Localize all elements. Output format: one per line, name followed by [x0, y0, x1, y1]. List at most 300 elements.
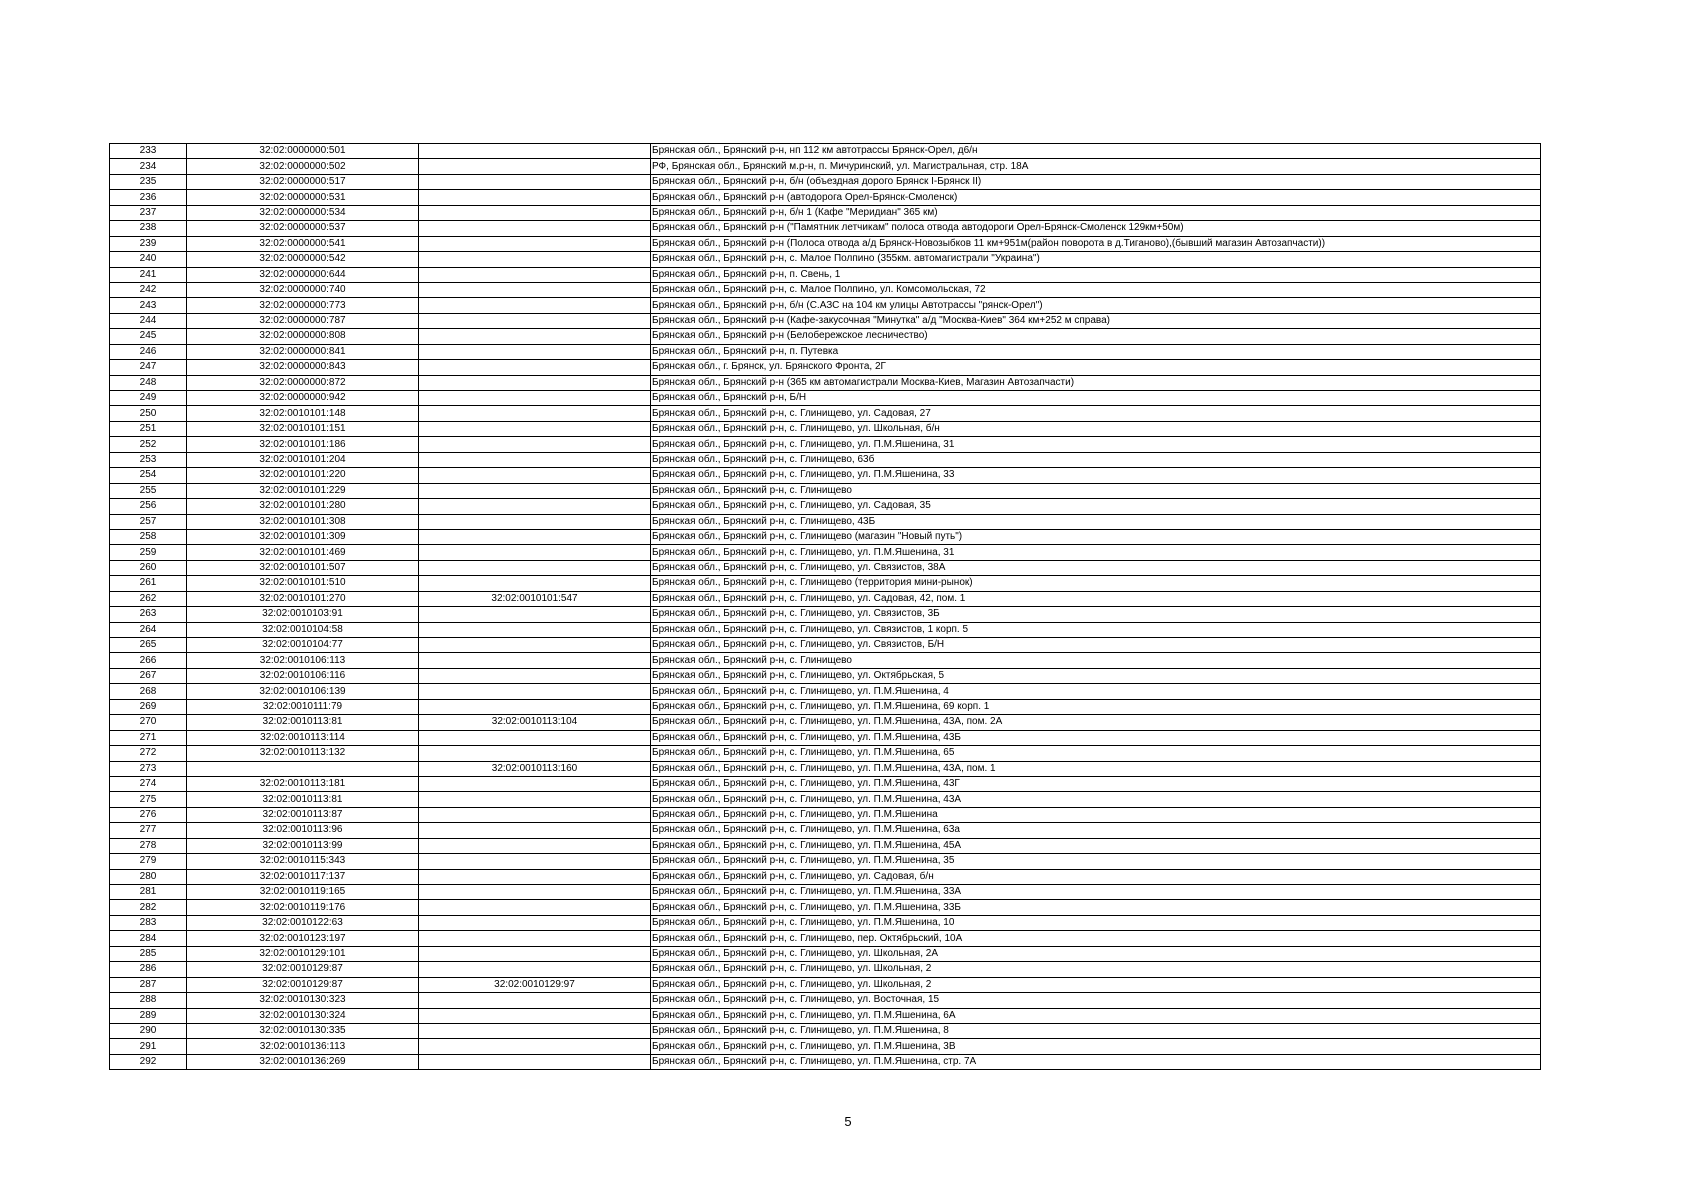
premises-cadastral-number-cell — [419, 499, 651, 514]
cadastral-number-cell: 32:02:0010113:81 — [187, 715, 419, 730]
premises-cadastral-number-cell — [419, 452, 651, 467]
cadastral-number-cell: 32:02:0010122:63 — [187, 915, 419, 930]
address-cell: Брянская обл., Брянский р-н (Кафе-закусочная "Минутка" а/д "Москва-Киев" 364 км+252 м справа) — [651, 313, 1541, 328]
address-cell: Брянская обл., Брянский р-н, с. Глинищево, ул. П.М.Яшенина, 6А — [651, 1008, 1541, 1023]
cadastral-number-cell: 32:02:0010101:151 — [187, 421, 419, 436]
cadastral-number-cell: 32:02:0000000:787 — [187, 313, 419, 328]
cadastral-number-cell: 32:02:0010129:87 — [187, 977, 419, 992]
address-cell: РФ, Брянская обл., Брянский м.р-н, п. Мичуринский, ул. Магистральная, стр. 18А — [651, 159, 1541, 174]
premises-cadastral-number-cell — [419, 854, 651, 869]
row-number-cell: 269 — [110, 699, 187, 714]
premises-cadastral-number-cell — [419, 776, 651, 791]
address-cell: Брянская обл., Брянский р-н, с. Глинищево, 63б — [651, 452, 1541, 467]
premises-cadastral-number-cell — [419, 1054, 651, 1069]
row-number-cell: 240 — [110, 252, 187, 267]
table-row — [110, 205, 1541, 220]
property-registry-table — [109, 143, 1541, 1070]
row-number-cell: 272 — [110, 746, 187, 761]
address-cell: Брянская обл., Брянский р-н, с. Глинищево, ул. П.М.Яшенина, 31 — [651, 437, 1541, 452]
table-row — [110, 792, 1541, 807]
row-number-cell: 261 — [110, 576, 187, 591]
row-number-cell: 256 — [110, 499, 187, 514]
table-row — [110, 545, 1541, 560]
table-row — [110, 838, 1541, 853]
address-cell: Брянская обл., Брянский р-н, б/н 1 (Кафе "Меридиан" 365 км) — [651, 205, 1541, 220]
premises-cadastral-number-cell — [419, 792, 651, 807]
premises-cadastral-number-cell — [419, 267, 651, 282]
table-row — [110, 761, 1541, 776]
address-cell: Брянская обл., Брянский р-н, с. Глинищево, ул. П.М.Яшенина, 43А, пом. 1 — [651, 761, 1541, 776]
premises-cadastral-number-cell — [419, 205, 651, 220]
table-row — [110, 699, 1541, 714]
table-row — [110, 514, 1541, 529]
cadastral-number-cell: 32:02:0000000:644 — [187, 267, 419, 282]
table-row — [110, 807, 1541, 822]
table-row — [110, 236, 1541, 251]
premises-cadastral-number-cell: 32:02:0010113:160 — [419, 761, 651, 776]
premises-cadastral-number-cell — [419, 159, 651, 174]
page-number: 5 — [844, 1114, 852, 1129]
address-cell: Брянская обл., Брянский р-н (Белобережское лесничество) — [651, 329, 1541, 344]
premises-cadastral-number-cell — [419, 607, 651, 622]
address-cell: Брянская обл., Брянский р-н, с. Глинищево, пер. Октябрьский, 10А — [651, 931, 1541, 946]
premises-cadastral-number-cell — [419, 236, 651, 251]
premises-cadastral-number-cell — [419, 375, 651, 390]
row-number-cell: 246 — [110, 344, 187, 359]
cadastral-number-cell: 32:02:0010104:77 — [187, 638, 419, 653]
row-number-cell: 238 — [110, 221, 187, 236]
row-number-cell: 237 — [110, 205, 187, 220]
cadastral-number-cell: 32:02:0010117:137 — [187, 869, 419, 884]
row-number-cell: 251 — [110, 421, 187, 436]
cadastral-number-cell: 32:02:0010136:113 — [187, 1039, 419, 1054]
cadastral-number-cell: 32:02:0010101:309 — [187, 529, 419, 544]
premises-cadastral-number-cell — [419, 174, 651, 189]
address-cell: Брянская обл., Брянский р-н, б/н (С.АЗС на 104 км улицы Автотрассы "рянск-Орел") — [651, 298, 1541, 313]
table-row — [110, 576, 1541, 591]
cadastral-number-cell: 32:02:0000000:502 — [187, 159, 419, 174]
premises-cadastral-number-cell — [419, 1008, 651, 1023]
address-cell: Брянская обл., Брянский р-н, с. Глинищево, ул. П.М.Яшенина, 45А — [651, 838, 1541, 853]
premises-cadastral-number-cell — [419, 252, 651, 267]
row-number-cell: 234 — [110, 159, 187, 174]
row-number-cell: 280 — [110, 869, 187, 884]
table-row — [110, 329, 1541, 344]
address-cell: Брянская обл., Брянский р-н, с. Глинищево, ул. Садовая, 27 — [651, 406, 1541, 421]
address-cell: Брянская обл., Брянский р-н, с. Глинищево, ул. Связистов, 3Б — [651, 607, 1541, 622]
table-row — [110, 730, 1541, 745]
table-row — [110, 684, 1541, 699]
row-number-cell: 277 — [110, 823, 187, 838]
table-row — [110, 437, 1541, 452]
cadastral-number-cell: 32:02:0000000:872 — [187, 375, 419, 390]
table-row — [110, 915, 1541, 930]
row-number-cell: 271 — [110, 730, 187, 745]
address-cell: Брянская обл., Брянский р-н, с. Глинищево — [651, 483, 1541, 498]
premises-cadastral-number-cell — [419, 838, 651, 853]
premises-cadastral-number-cell — [419, 221, 651, 236]
table-row — [110, 668, 1541, 683]
row-number-cell: 268 — [110, 684, 187, 699]
address-cell: Брянская обл., Брянский р-н, с. Глинищево, ул. Школьная, 2 — [651, 977, 1541, 992]
premises-cadastral-number-cell — [419, 329, 651, 344]
table-row — [110, 529, 1541, 544]
table-row — [110, 375, 1541, 390]
address-cell: Брянская обл., Брянский р-н, с. Глинищево, ул. П.М.Яшенина, 33А — [651, 885, 1541, 900]
row-number-cell: 244 — [110, 313, 187, 328]
table-row — [110, 1054, 1541, 1069]
cadastral-number-cell: 32:02:0010101:308 — [187, 514, 419, 529]
table-row — [110, 344, 1541, 359]
row-number-cell: 276 — [110, 807, 187, 822]
row-number-cell: 291 — [110, 1039, 187, 1054]
row-number-cell: 259 — [110, 545, 187, 560]
table-row — [110, 221, 1541, 236]
row-number-cell: 264 — [110, 622, 187, 637]
premises-cadastral-number-cell — [419, 1023, 651, 1038]
cadastral-number-cell: 32:02:0010101:507 — [187, 560, 419, 575]
row-number-cell: 275 — [110, 792, 187, 807]
address-cell: Брянская обл., Брянский р-н (365 км автомагистрали Москва-Киев, Магазин Автозапчасти) — [651, 375, 1541, 390]
row-number-cell: 247 — [110, 360, 187, 375]
premises-cadastral-number-cell — [419, 576, 651, 591]
address-cell: Брянская обл., Брянский р-н, с. Глинищево, ул. П.М.Яшенина, 10 — [651, 915, 1541, 930]
row-number-cell: 266 — [110, 653, 187, 668]
address-cell: Брянская обл., Брянский р-н, с. Глинищево, ул. П.М.Яшенина, 69 корп. 1 — [651, 699, 1541, 714]
row-number-cell: 249 — [110, 391, 187, 406]
premises-cadastral-number-cell — [419, 298, 651, 313]
row-number-cell: 241 — [110, 267, 187, 282]
cadastral-number-cell: 32:02:0010106:113 — [187, 653, 419, 668]
table-row — [110, 962, 1541, 977]
cadastral-number-cell: 32:02:0000000:542 — [187, 252, 419, 267]
premises-cadastral-number-cell — [419, 730, 651, 745]
cadastral-number-cell: 32:02:0010119:176 — [187, 900, 419, 915]
cadastral-number-cell: 32:02:0010101:280 — [187, 499, 419, 514]
premises-cadastral-number-cell — [419, 885, 651, 900]
row-number-cell: 290 — [110, 1023, 187, 1038]
cadastral-number-cell: 32:02:0010136:269 — [187, 1054, 419, 1069]
table-row — [110, 298, 1541, 313]
table-row — [110, 483, 1541, 498]
premises-cadastral-number-cell — [419, 900, 651, 915]
row-number-cell: 233 — [110, 144, 187, 159]
table-row — [110, 1039, 1541, 1054]
cadastral-number-cell: 32:02:0010130:324 — [187, 1008, 419, 1023]
row-number-cell: 284 — [110, 931, 187, 946]
address-cell: Брянская обл., Брянский р-н, с. Глинищево, ул. П.М.Яшенина, 63а — [651, 823, 1541, 838]
row-number-cell: 286 — [110, 962, 187, 977]
address-cell: Брянская обл., Брянский р-н, с. Глинищево, ул. Связистов, 1 корп. 5 — [651, 622, 1541, 637]
cadastral-number-cell — [187, 761, 419, 776]
premises-cadastral-number-cell — [419, 437, 651, 452]
row-number-cell: 281 — [110, 885, 187, 900]
cadastral-number-cell: 32:02:0000000:531 — [187, 190, 419, 205]
premises-cadastral-number-cell — [419, 869, 651, 884]
address-cell: Брянская обл., Брянский р-н (Полоса отвода а/д Брянск-Новозыбков 11 км+951м(район поворота в д.Тиганово),(бывший магазин Автозапчасти)) — [651, 236, 1541, 251]
row-number-cell: 250 — [110, 406, 187, 421]
cadastral-number-cell: 32:02:0010111:79 — [187, 699, 419, 714]
address-cell: Брянская обл., Брянский р-н, с. Малое Полпино (355км. автомагистрали "Украина") — [651, 252, 1541, 267]
cadastral-number-cell: 32:02:0010113:132 — [187, 746, 419, 761]
address-cell: Брянская обл., Брянский р-н, с. Глинищево, ул. П.М.Яшенина, 43Г — [651, 776, 1541, 791]
cadastral-number-cell: 32:02:0010101:204 — [187, 452, 419, 467]
address-cell: Брянская обл., Брянский р-н, с. Глинищево, ул. П.М.Яшенина, 4 — [651, 684, 1541, 699]
table-row — [110, 360, 1541, 375]
address-cell: Брянская обл., Брянский р-н, с. Глинищево, ул. Октябрьская, 5 — [651, 668, 1541, 683]
table-row — [110, 1023, 1541, 1038]
premises-cadastral-number-cell: 32:02:0010113:104 — [419, 715, 651, 730]
cadastral-number-cell: 32:02:0010113:114 — [187, 730, 419, 745]
address-cell: Брянская обл., Брянский р-н, с. Малое Полпино, ул. Комсомольская, 72 — [651, 282, 1541, 297]
premises-cadastral-number-cell — [419, 514, 651, 529]
premises-cadastral-number-cell — [419, 915, 651, 930]
table-row — [110, 560, 1541, 575]
cadastral-number-cell: 32:02:0010103:91 — [187, 607, 419, 622]
premises-cadastral-number-cell — [419, 344, 651, 359]
row-number-cell: 242 — [110, 282, 187, 297]
address-cell: Брянская обл., Брянский р-н, с. Глинищево, ул. Школьная, 2 — [651, 962, 1541, 977]
table-row — [110, 622, 1541, 637]
cadastral-number-cell: 32:02:0010106:139 — [187, 684, 419, 699]
table-row — [110, 931, 1541, 946]
row-number-cell: 283 — [110, 915, 187, 930]
premises-cadastral-number-cell — [419, 699, 651, 714]
row-number-cell: 270 — [110, 715, 187, 730]
table-row — [110, 174, 1541, 189]
row-number-cell: 289 — [110, 1008, 187, 1023]
table-row — [110, 823, 1541, 838]
table-row — [110, 391, 1541, 406]
address-cell: Брянская обл., Брянский р-н, с. Глинищево, 43Б — [651, 514, 1541, 529]
address-cell: Брянская обл., Брянский р-н, с. Глинищево, ул. П.М.Яшенина, 43А — [651, 792, 1541, 807]
cadastral-number-cell: 32:02:0010113:96 — [187, 823, 419, 838]
table-row — [110, 406, 1541, 421]
premises-cadastral-number-cell — [419, 746, 651, 761]
row-number-cell: 273 — [110, 761, 187, 776]
cadastral-number-cell: 32:02:0010101:270 — [187, 591, 419, 606]
table-row — [110, 715, 1541, 730]
table-row — [110, 499, 1541, 514]
address-cell: Брянская обл., Брянский р-н, с. Глинищево, ул. П.М.Яшенина, 31 — [651, 545, 1541, 560]
premises-cadastral-number-cell — [419, 360, 651, 375]
premises-cadastral-number-cell — [419, 483, 651, 498]
table-row — [110, 869, 1541, 884]
address-cell: Брянская обл., Брянский р-н, с. Глинищево, ул. Садовая, б/н — [651, 869, 1541, 884]
table-row — [110, 776, 1541, 791]
address-cell: Брянская обл., Брянский р-н, п. Путевка — [651, 344, 1541, 359]
cadastral-number-cell: 32:02:0000000:537 — [187, 221, 419, 236]
cadastral-number-cell: 32:02:0010119:165 — [187, 885, 419, 900]
cadastral-number-cell: 32:02:0000000:841 — [187, 344, 419, 359]
cadastral-number-cell: 32:02:0010130:323 — [187, 993, 419, 1008]
table-row — [110, 1008, 1541, 1023]
row-number-cell: 262 — [110, 591, 187, 606]
address-cell: Брянская обл., Брянский р-н, с. Глинищево, ул. П.М.Яшенина, 8 — [651, 1023, 1541, 1038]
table-row — [110, 421, 1541, 436]
address-cell: Брянская обл., Брянский р-н (автодорога Орел-Брянск-Смоленск) — [651, 190, 1541, 205]
row-number-cell: 245 — [110, 329, 187, 344]
table-row — [110, 282, 1541, 297]
row-number-cell: 292 — [110, 1054, 187, 1069]
row-number-cell: 279 — [110, 854, 187, 869]
address-cell: Брянская обл., Брянский р-н, с. Глинищево, ул. П.М.Яшенина, 35 — [651, 854, 1541, 869]
address-cell: Брянская обл., Брянский р-н, с. Глинищево — [651, 653, 1541, 668]
cadastral-number-cell: 32:02:0000000:517 — [187, 174, 419, 189]
premises-cadastral-number-cell — [419, 684, 651, 699]
premises-cadastral-number-cell — [419, 190, 651, 205]
premises-cadastral-number-cell: 32:02:0010101:547 — [419, 591, 651, 606]
cadastral-number-cell: 32:02:0010129:87 — [187, 962, 419, 977]
row-number-cell: 263 — [110, 607, 187, 622]
table-row — [110, 977, 1541, 992]
address-cell: Брянская обл., Брянский р-н, с. Глинищево, ул. Школьная, 2А — [651, 946, 1541, 961]
table-row — [110, 313, 1541, 328]
cadastral-number-cell: 32:02:0010101:469 — [187, 545, 419, 560]
premises-cadastral-number-cell — [419, 668, 651, 683]
row-number-cell: 265 — [110, 638, 187, 653]
address-cell: Брянская обл., Брянский р-н, с. Глинищево, ул. П.М.Яшенина, 33Б — [651, 900, 1541, 915]
row-number-cell: 285 — [110, 946, 187, 961]
table-row — [110, 190, 1541, 205]
cadastral-number-cell: 32:02:0000000:501 — [187, 144, 419, 159]
cadastral-number-cell: 32:02:0000000:740 — [187, 282, 419, 297]
cadastral-number-cell: 32:02:0010130:335 — [187, 1023, 419, 1038]
row-number-cell: 282 — [110, 900, 187, 915]
premises-cadastral-number-cell — [419, 962, 651, 977]
row-number-cell: 239 — [110, 236, 187, 251]
cadastral-number-cell: 32:02:0010115:343 — [187, 854, 419, 869]
row-number-cell: 278 — [110, 838, 187, 853]
premises-cadastral-number-cell — [419, 823, 651, 838]
premises-cadastral-number-cell — [419, 313, 651, 328]
cadastral-number-cell: 32:02:0010129:101 — [187, 946, 419, 961]
cadastral-number-cell: 32:02:0010113:81 — [187, 792, 419, 807]
premises-cadastral-number-cell — [419, 807, 651, 822]
row-number-cell: 248 — [110, 375, 187, 390]
cadastral-number-cell: 32:02:0010101:510 — [187, 576, 419, 591]
cadastral-number-cell: 32:02:0000000:942 — [187, 391, 419, 406]
cadastral-number-cell: 32:02:0010104:58 — [187, 622, 419, 637]
address-cell: Брянская обл., Брянский р-н, с. Глинищево, ул. Садовая, 42, пом. 1 — [651, 591, 1541, 606]
premises-cadastral-number-cell — [419, 144, 651, 159]
table-row — [110, 468, 1541, 483]
table-row — [110, 900, 1541, 915]
cadastral-number-cell: 32:02:0010113:99 — [187, 838, 419, 853]
row-number-cell: 260 — [110, 560, 187, 575]
table-row — [110, 746, 1541, 761]
address-cell: Брянская обл., Брянский р-н, п. Свень, 1 — [651, 267, 1541, 282]
table-row — [110, 885, 1541, 900]
premises-cadastral-number-cell — [419, 1039, 651, 1054]
row-number-cell: 235 — [110, 174, 187, 189]
cadastral-number-cell: 32:02:0010113:87 — [187, 807, 419, 822]
row-number-cell: 236 — [110, 190, 187, 205]
premises-cadastral-number-cell — [419, 468, 651, 483]
table-row — [110, 591, 1541, 606]
premises-cadastral-number-cell — [419, 931, 651, 946]
cadastral-number-cell: 32:02:0010106:116 — [187, 668, 419, 683]
cadastral-number-cell: 32:02:0000000:541 — [187, 236, 419, 251]
address-cell: Брянская обл., Брянский р-н, нп 112 км автотрассы Брянск-Орел, д6/н — [651, 144, 1541, 159]
cadastral-number-cell: 32:02:0010101:148 — [187, 406, 419, 421]
row-number-cell: 255 — [110, 483, 187, 498]
row-number-cell: 253 — [110, 452, 187, 467]
row-number-cell: 287 — [110, 977, 187, 992]
cadastral-number-cell: 32:02:0010101:229 — [187, 483, 419, 498]
table-row — [110, 946, 1541, 961]
table-row — [110, 638, 1541, 653]
premises-cadastral-number-cell — [419, 560, 651, 575]
address-cell: Брянская обл., Брянский р-н, с. Глинищево (территория мини-рынок) — [651, 576, 1541, 591]
address-cell: Брянская обл., Брянский р-н, с. Глинищево, ул. Садовая, 35 — [651, 499, 1541, 514]
cadastral-number-cell: 32:02:0000000:843 — [187, 360, 419, 375]
address-cell: Брянская обл., Брянский р-н, с. Глинищево, ул. Школьная, б/н — [651, 421, 1541, 436]
premises-cadastral-number-cell — [419, 529, 651, 544]
row-number-cell: 254 — [110, 468, 187, 483]
cadastral-number-cell: 32:02:0010101:220 — [187, 468, 419, 483]
cadastral-number-cell: 32:02:0010101:186 — [187, 437, 419, 452]
table-row — [110, 607, 1541, 622]
table-row — [110, 653, 1541, 668]
table-row — [110, 252, 1541, 267]
cadastral-number-cell: 32:02:0000000:773 — [187, 298, 419, 313]
premises-cadastral-number-cell — [419, 993, 651, 1008]
premises-cadastral-number-cell — [419, 421, 651, 436]
address-cell: Брянская обл., г. Брянск, ул. Брянского Фронта, 2Г — [651, 360, 1541, 375]
row-number-cell: 257 — [110, 514, 187, 529]
cadastral-number-cell: 32:02:0010123:197 — [187, 931, 419, 946]
table-row — [110, 854, 1541, 869]
address-cell: Брянская обл., Брянский р-н, с. Глинищево, ул. П.М.Яшенина, 43А, пом. 2А — [651, 715, 1541, 730]
address-cell: Брянская обл., Брянский р-н, Б/Н — [651, 391, 1541, 406]
address-cell: Брянская обл., Брянский р-н, с. Глинищево, ул. П.М.Яшенина, 43Б — [651, 730, 1541, 745]
premises-cadastral-number-cell — [419, 622, 651, 637]
row-number-cell: 258 — [110, 529, 187, 544]
row-number-cell: 252 — [110, 437, 187, 452]
registry-table-body — [110, 144, 1541, 1070]
row-number-cell: 288 — [110, 993, 187, 1008]
address-cell: Брянская обл., Брянский р-н, с. Глинищево, ул. П.М.Яшенина, 65 — [651, 746, 1541, 761]
premises-cadastral-number-cell — [419, 545, 651, 560]
cadastral-number-cell: 32:02:0010113:181 — [187, 776, 419, 791]
cadastral-number-cell: 32:02:0000000:808 — [187, 329, 419, 344]
table-row — [110, 267, 1541, 282]
table-row — [110, 452, 1541, 467]
premises-cadastral-number-cell — [419, 653, 651, 668]
row-number-cell: 274 — [110, 776, 187, 791]
premises-cadastral-number-cell — [419, 391, 651, 406]
address-cell: Брянская обл., Брянский р-н, с. Глинищево, ул. П.М.Яшенина — [651, 807, 1541, 822]
address-cell: Брянская обл., Брянский р-н, с. Глинищево, ул. П.М.Яшенина, стр. 7А — [651, 1054, 1541, 1069]
address-cell: Брянская обл., Брянский р-н, с. Глинищево, ул. П.М.Яшенина, 3В — [651, 1039, 1541, 1054]
row-number-cell: 243 — [110, 298, 187, 313]
table-row — [110, 159, 1541, 174]
address-cell: Брянская обл., Брянский р-н, с. Глинищево, ул. Связистов, 38А — [651, 560, 1541, 575]
cadastral-number-cell: 32:02:0000000:534 — [187, 205, 419, 220]
address-cell: Брянская обл., Брянский р-н, с. Глинищево, ул. П.М.Яшенина, 33 — [651, 468, 1541, 483]
premises-cadastral-number-cell — [419, 638, 651, 653]
row-number-cell: 267 — [110, 668, 187, 683]
address-cell: Брянская обл., Брянский р-н, с. Глинищево, ул. Связистов, Б/Н — [651, 638, 1541, 653]
address-cell: Брянская обл., Брянский р-н, с. Глинищево (магазин "Новый путь") — [651, 529, 1541, 544]
premises-cadastral-number-cell — [419, 946, 651, 961]
premises-cadastral-number-cell — [419, 282, 651, 297]
table-row — [110, 993, 1541, 1008]
address-cell: Брянская обл., Брянский р-н, с. Глинищево, ул. Восточная, 15 — [651, 993, 1541, 1008]
address-cell: Брянская обл., Брянский р-н ("Памятник летчикам" полоса отвода автодороги Орел-Брянск-Смоленск 129км+50м) — [651, 221, 1541, 236]
premises-cadastral-number-cell: 32:02:0010129:97 — [419, 977, 651, 992]
